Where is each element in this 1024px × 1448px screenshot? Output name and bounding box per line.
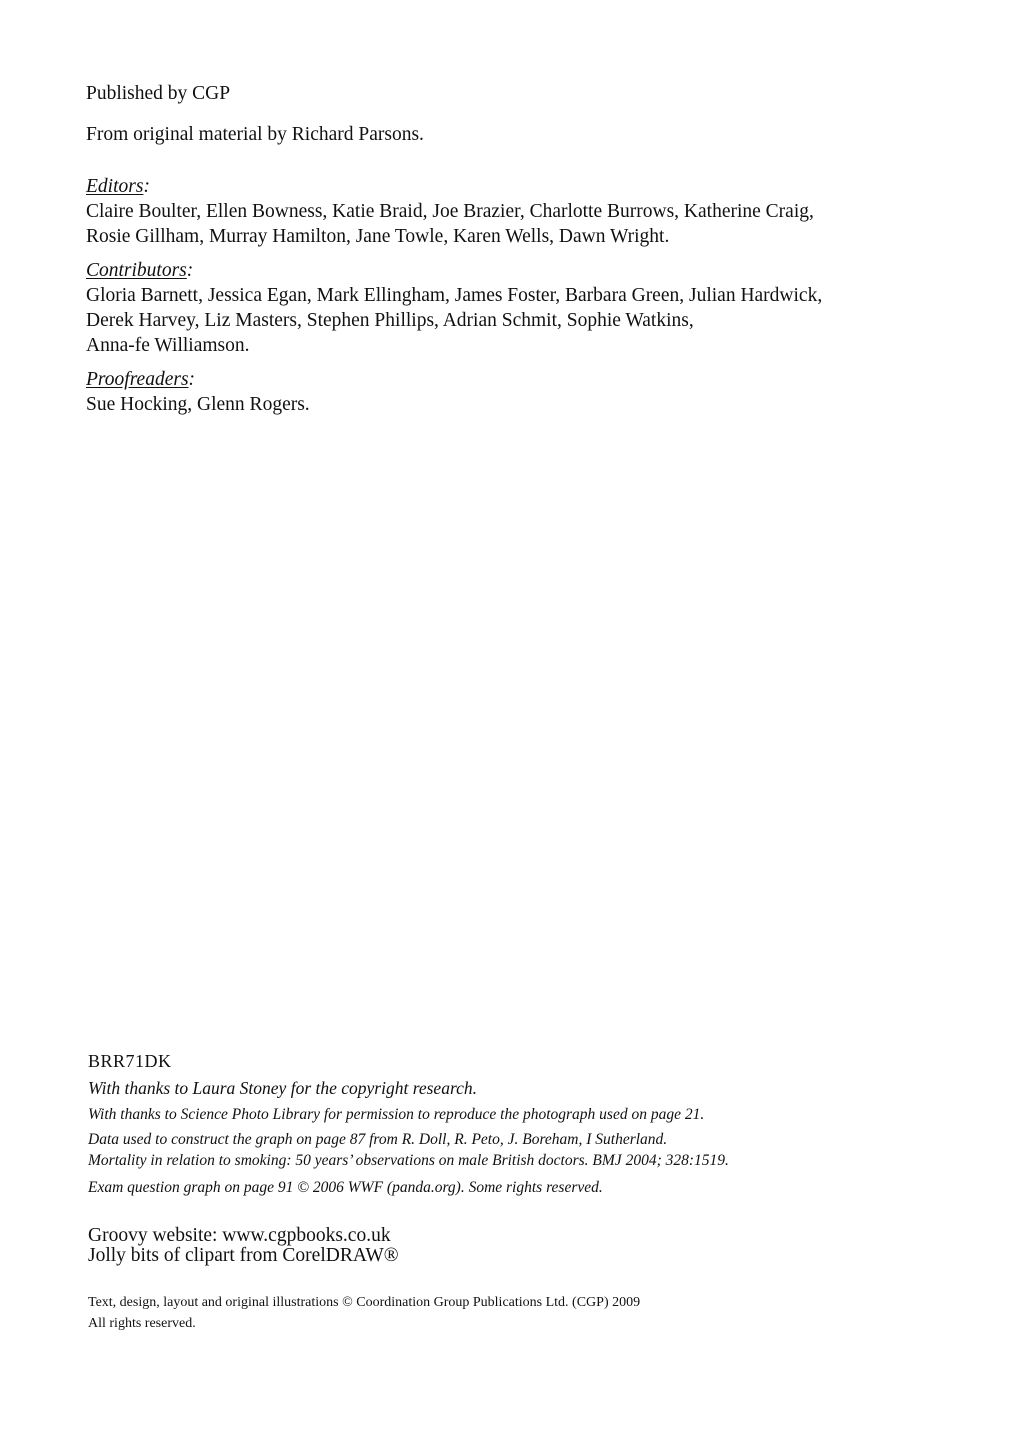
editors-section bbox=[86, 174, 966, 249]
contributors-line: Anna-fe Williamson. bbox=[86, 335, 250, 356]
proofreaders-section bbox=[86, 367, 966, 417]
editors-heading: Editors: bbox=[86, 176, 150, 197]
data-source-line: Data used to construct the graph on page 87 from R. Doll, R. Peto, J. Boreham, I Sutherland. bbox=[88, 1131, 668, 1148]
publisher-block bbox=[86, 81, 966, 106]
copyright-line: Text, design, layout and original illustrations © Coordination Group Publications Ltd. (CGP) 2009 bbox=[88, 1295, 641, 1310]
exam-graph-credit: Exam question graph on page 91 © 2006 WWF (panda.org). Some rights reserved. bbox=[88, 1179, 603, 1196]
original-material-block bbox=[86, 122, 966, 147]
published-by-text: Published by CGP bbox=[86, 83, 231, 104]
contributors-line: Derek Harvey, Liz Masters, Stephen Phillips, Adrian Schmit, Sophie Watkins, bbox=[86, 310, 694, 331]
original-material-text: From original material by Richard Parsons. bbox=[86, 124, 424, 145]
contributors-heading: Contributors: bbox=[86, 260, 194, 281]
copyright-research-thanks: With thanks to Laura Stoney for the copyright research. bbox=[88, 1078, 478, 1098]
links-block bbox=[88, 1226, 968, 1266]
proofreaders-heading: Proofreaders: bbox=[86, 369, 196, 390]
data-source-line: Mortality in relation to smoking: 50 years’ observations on male British doctors. BMJ 2004; 328:1519. bbox=[88, 1152, 729, 1169]
copyright-block bbox=[88, 1292, 968, 1334]
contributors-section bbox=[86, 258, 966, 358]
photo-permission-credit: With thanks to Science Photo Library for permission to reproduce the photograph used on page 21. bbox=[88, 1106, 705, 1123]
website-text: Groovy website: www.cgpbooks.co.uk bbox=[88, 1225, 391, 1246]
product-code: BRR71DK bbox=[88, 1051, 172, 1071]
rights-reserved-line: All rights reserved. bbox=[88, 1316, 196, 1331]
editors-line: Claire Boulter, Ellen Bowness, Katie Braid, Joe Brazier, Charlotte Burrows, Katherine Craig, bbox=[86, 201, 814, 222]
proofreaders-line: Sue Hocking, Glenn Rogers. bbox=[86, 394, 310, 415]
data-source-credit bbox=[88, 1129, 968, 1171]
editors-line: Rosie Gillham, Murray Hamilton, Jane Towle, Karen Wells, Dawn Wright. bbox=[86, 226, 670, 247]
clipart-text: Jolly bits of clipart from CorelDRAW® bbox=[88, 1245, 399, 1266]
contributors-line: Gloria Barnett, Jessica Egan, Mark Ellingham, James Foster, Barbara Green, Julian Hardwick, bbox=[86, 285, 823, 306]
